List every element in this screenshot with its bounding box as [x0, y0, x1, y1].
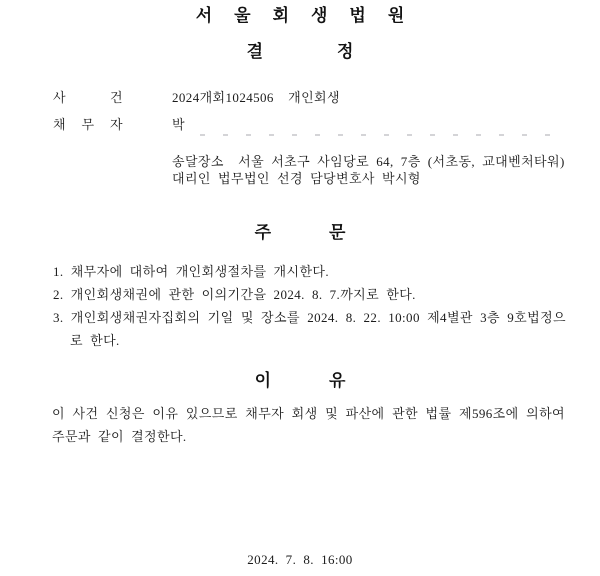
redacted-text-marks [200, 134, 558, 136]
order-item-3-line-1: 3. 개인회생채권자집회의 기일 및 장소를 2024. 8. 22. 10:00 제4별관 3층 9호법정으 [53, 310, 566, 325]
attorney-line: 대리인 법무법인 선경 담당변호사 박시형 [172, 171, 421, 186]
order-heading-text: 주문 [254, 223, 404, 242]
order-item-2: 2. 개인회생채권에 관한 이의기간을 2024. 8. 7.까지로 한다. [53, 287, 416, 302]
case-label [53, 90, 123, 107]
doc-type-heading [0, 43, 600, 62]
reason-heading-text: 이유 [254, 371, 404, 390]
case-label-char: 건 [110, 90, 123, 105]
debtor-label-char: 채 [53, 117, 66, 132]
doc-type-text: 결정 [246, 42, 428, 61]
order-section-heading [0, 224, 600, 243]
service-address-line: 송달장소 서울 서초구 사임당로 64, 7층 (서초동, 교대벤처타워) [172, 154, 565, 169]
decision-datetime: 2024. 7. 8. 16:00 [247, 552, 353, 567]
reason-line-2: 주문과 같이 결정한다. [52, 429, 187, 444]
order-item-3-line-2: 로 한다. [70, 333, 120, 348]
court-title-text: 서울회생법원 [195, 6, 427, 25]
debtor-label-char: 무 [81, 117, 95, 132]
court-title [0, 7, 600, 26]
debtor-label [53, 117, 123, 134]
order-item-1: 1. 채무자에 대하여 개인회생절차를 개시한다. [53, 264, 330, 279]
debtor-label-char: 자 [110, 117, 123, 132]
reason-section-heading [0, 372, 600, 391]
case-label-char: 사 [53, 90, 66, 105]
reason-line-1: 이 사건 신청은 이유 있으므로 채무자 회생 및 파산에 관한 법률 제596조에 의하여 [52, 406, 565, 421]
debtor-name-value: 박 [172, 117, 185, 132]
case-number-value: 2024개회1024506 개인회생 [172, 90, 340, 105]
